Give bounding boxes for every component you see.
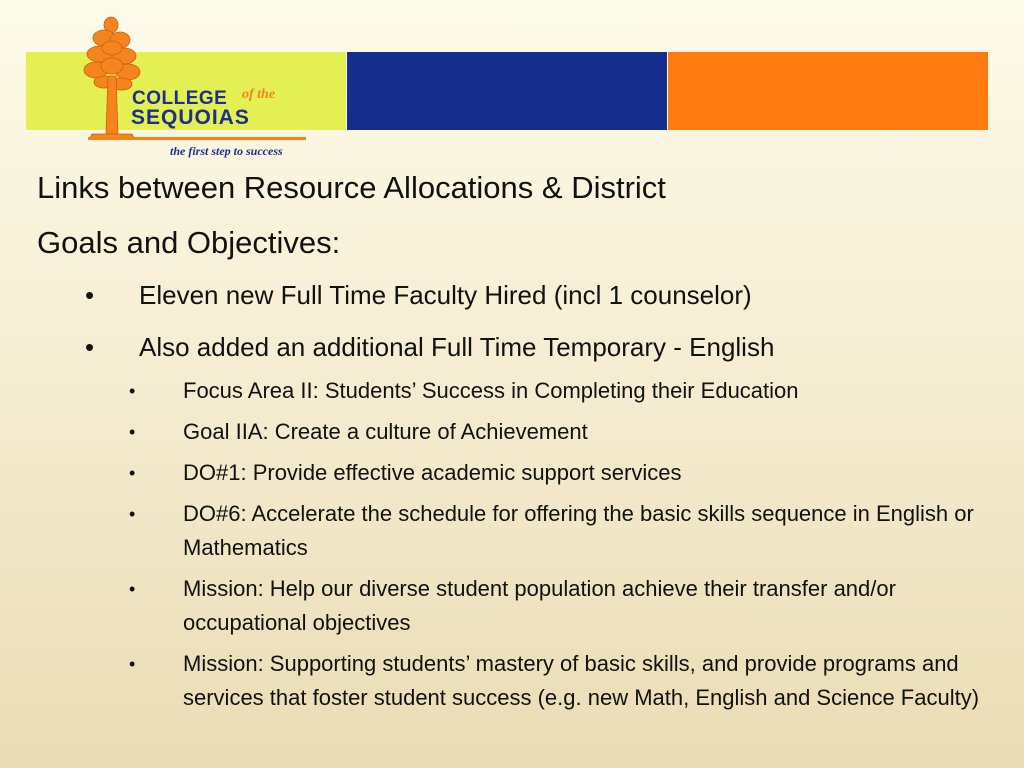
bullet-icon: • [129, 463, 136, 483]
primary-bullet-list [37, 280, 997, 362]
secondary-bullet-item [37, 374, 997, 408]
bullet-icon: • [129, 422, 136, 442]
slide-title-line-1: Links between Resource Allocations & District [37, 170, 666, 205]
logo-college-text: COLLEGE [132, 88, 228, 109]
bullet-icon: • [85, 332, 95, 362]
secondary-bullet-item [37, 572, 997, 640]
secondary-bullet-text: Mission: Help our diverse student population achieve their transfer and/or occupational objectives [183, 576, 896, 635]
slide-title-line-2: Goals and Objectives: [37, 225, 341, 260]
primary-bullet-item [37, 332, 997, 362]
bullet-icon: • [129, 381, 136, 401]
secondary-bullet-item [37, 497, 997, 565]
secondary-bullet-text: Goal IIA: Create a culture of Achievement [183, 419, 588, 444]
slide-content [37, 172, 997, 722]
logo-underline [88, 137, 306, 140]
secondary-bullet-text: Mission: Supporting students’ mastery of basic skills, and provide programs and services that foster student success (e.g. new Math, English and Science Faculty) [183, 651, 980, 710]
primary-bullet-item [37, 280, 997, 310]
bullet-icon: • [85, 280, 95, 310]
secondary-bullet-list [37, 374, 997, 715]
college-logo [126, 86, 298, 136]
primary-bullet-text: Also added an additional Full Time Temporary - English [139, 332, 775, 362]
banner-orange-band [668, 52, 988, 130]
banner-blue-band [347, 52, 667, 130]
bullet-icon: • [129, 654, 136, 674]
secondary-bullet-text: DO#6: Accelerate the schedule for offering the basic skills sequence in English or Mathematics [183, 501, 974, 560]
secondary-bullet-text: DO#1: Provide effective academic support services [183, 460, 682, 485]
secondary-bullet-item [37, 415, 997, 449]
logo-of-the-text: of the [242, 87, 276, 102]
bullet-icon: • [129, 504, 136, 524]
secondary-bullet-item [37, 456, 997, 490]
bullet-icon: • [129, 579, 136, 599]
primary-bullet-text: Eleven new Full Time Faculty Hired (incl 1 counselor) [139, 280, 752, 310]
logo-tagline: the first step to success [170, 144, 283, 158]
secondary-bullet-text: Focus Area II: Students’ Success in Completing their Education [183, 378, 799, 403]
secondary-bullet-item [37, 647, 997, 715]
logo-sequoias-text: SEQUOIAS [131, 106, 250, 129]
